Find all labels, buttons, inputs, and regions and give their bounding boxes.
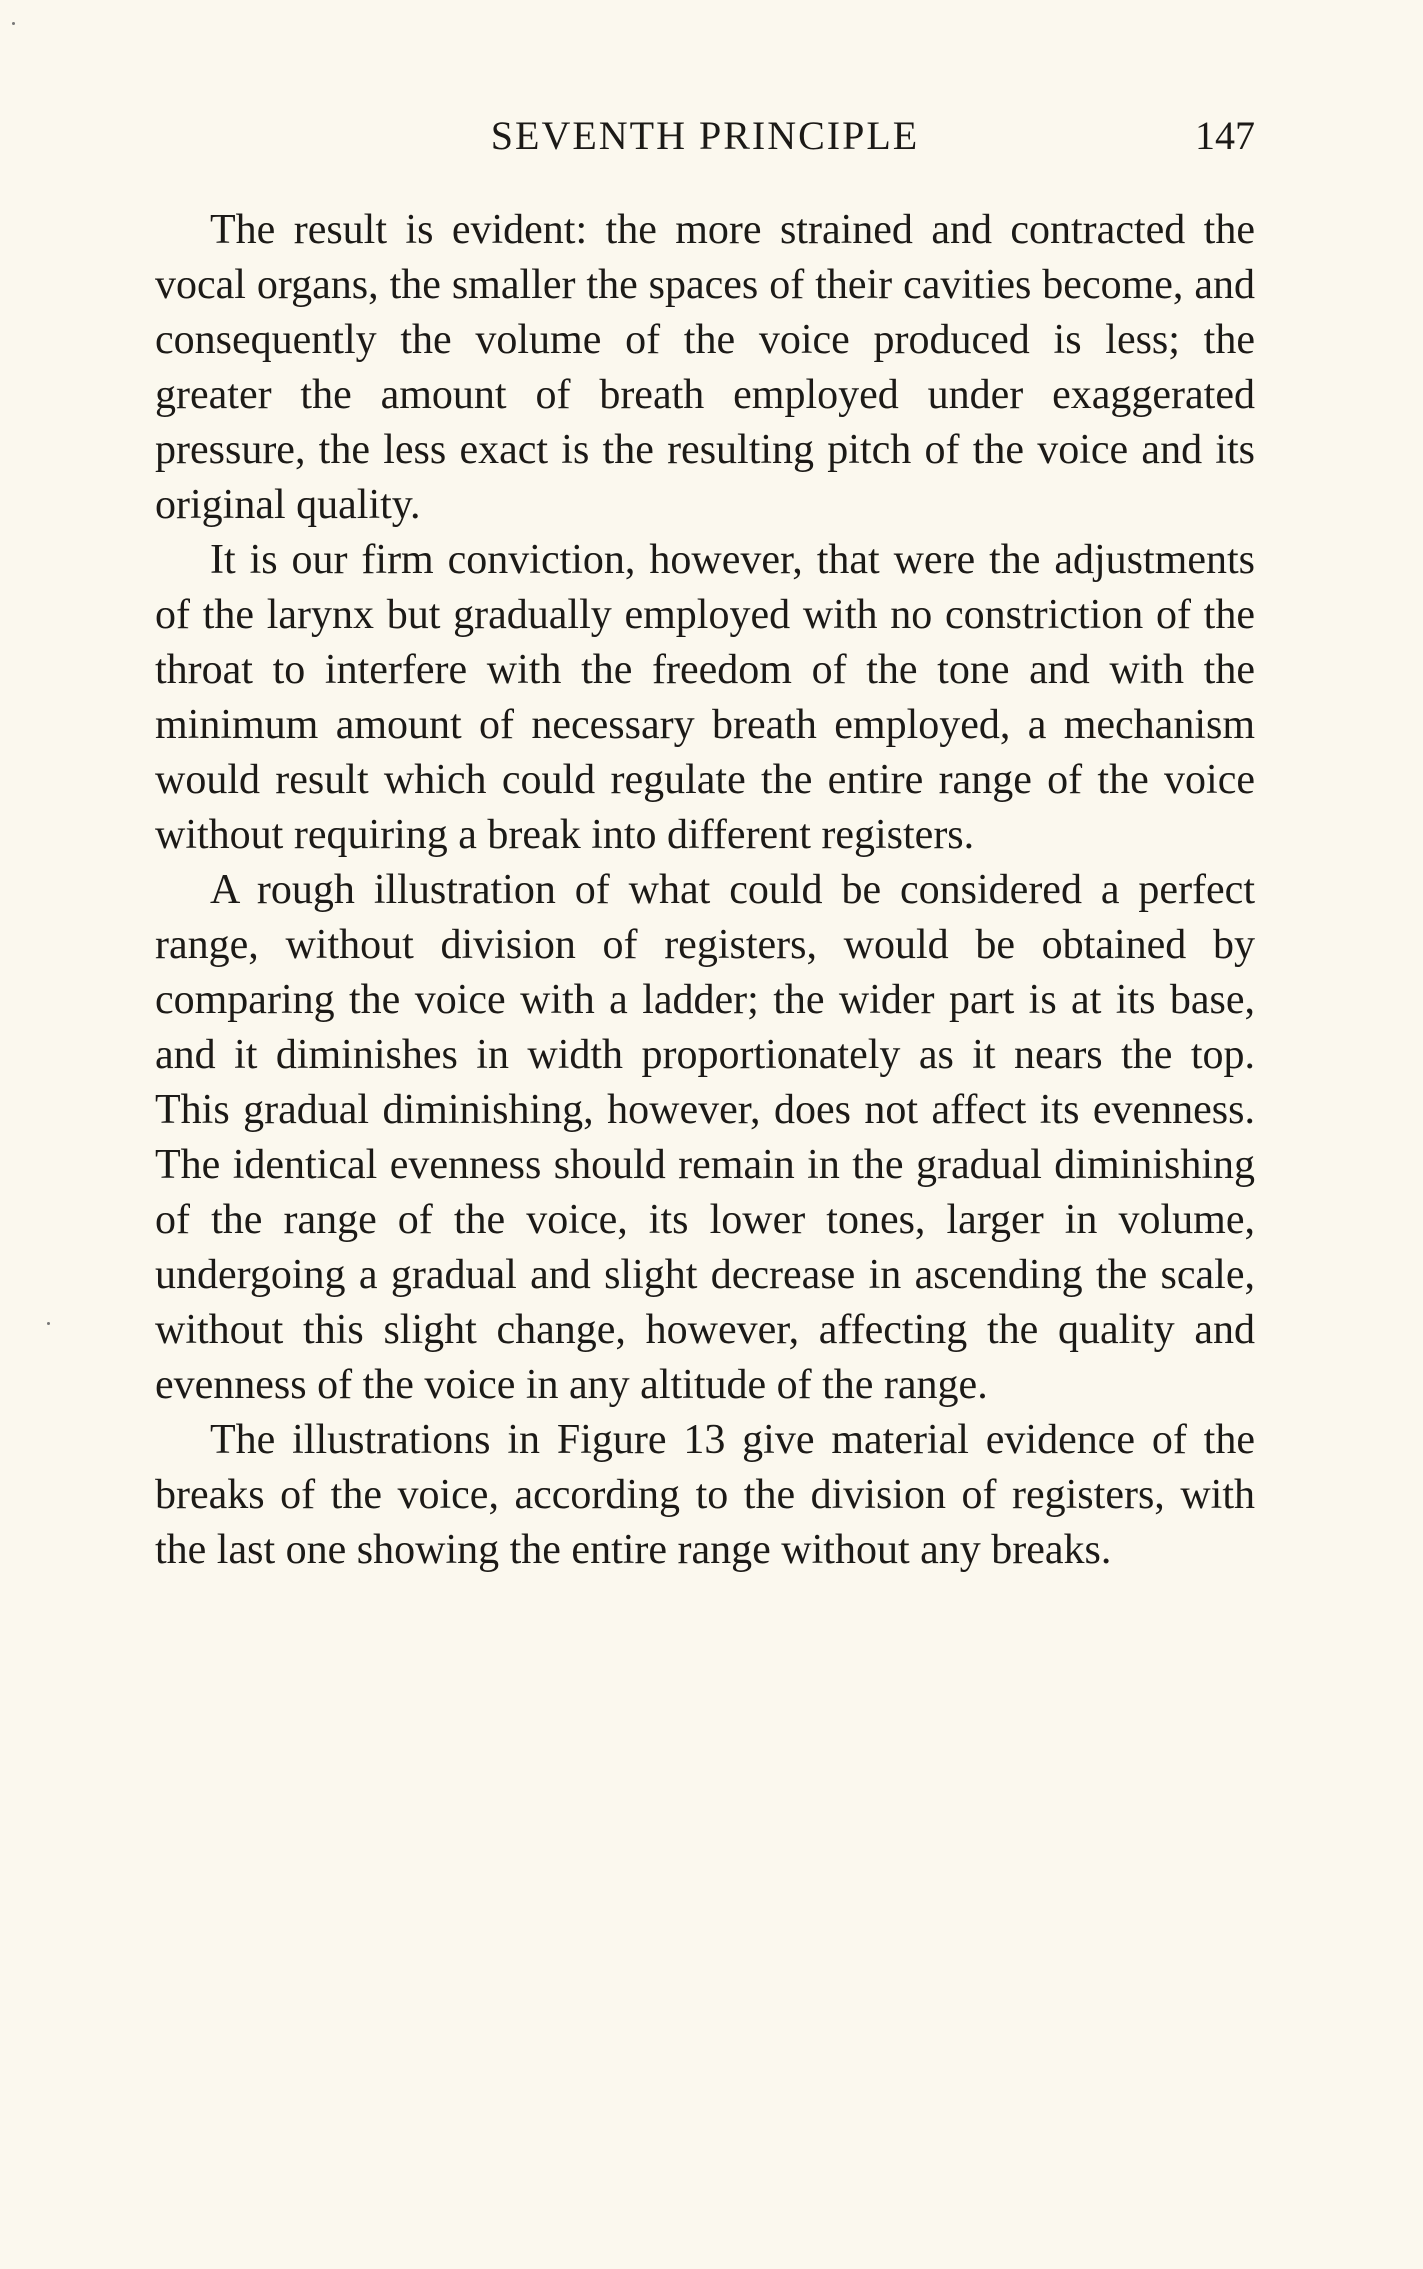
scan-speck: [12, 22, 15, 25]
paragraph-2: It is our firm conviction, however, that were the adjustments of the larynx but gradually employed with no constriction of the throat to interfere with the freedom of the tone and with the minimum amount of necessary breath employed, a mechanism would result which could regulate the entire range of the voice without requiring a break into different registers.: [155, 537, 1255, 858]
page-header: [155, 108, 1255, 164]
paragraph-1: The result is evident: the more strained and contracted the vocal organs, the smaller the spaces of their cavities become, and consequently the volume of the voice produced is less; the greater the amount of breath employed under exaggerated pressure, the less exact is the resulting pitch of the voice and its original quality.: [155, 207, 1255, 528]
page-number: 147: [1195, 113, 1255, 158]
scan-speck: [47, 1322, 50, 1325]
running-head: SEVENTH PRINCIPLE: [490, 113, 920, 158]
paragraph-4: The illustrations in Figure 13 give material evidence of the breaks of the voice, according to the division of registers, with the last one showing the entire range without any breaks.: [155, 1417, 1255, 1573]
body-text: [155, 203, 1255, 1578]
paragraph-3: A rough illustration of what could be considered a perfect range, without division of registers, would be obtained by comparing the voice with a ladder; the wider part is at its base, and it diminishes in width proportionately as it nears the top. This gradual diminishing, however, does not affect its evenness. The identical evenness should remain in the gradual diminishing of the range of the voice, its lower tones, larger in volume, undergoing a gradual and slight decrease in ascending the scale, without this slight change, however, affecting the quality and evenness of the voice in any altitude of the range.: [155, 867, 1255, 1408]
